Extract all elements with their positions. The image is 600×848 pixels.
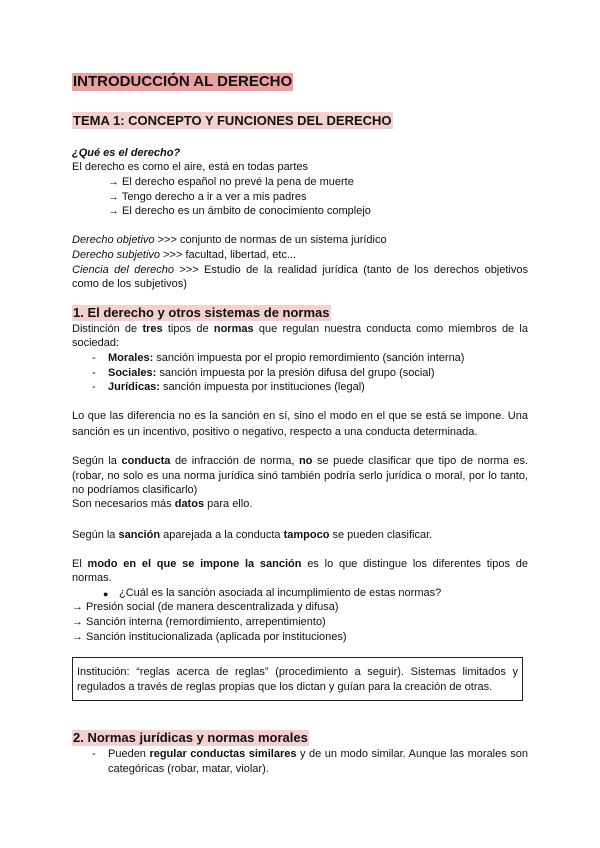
s1-arrow-3: → Sanción institucionalizada (aplicada por instituciones) <box>72 631 347 643</box>
s1-paragraph-5-cont: normas. <box>72 572 112 584</box>
dash-bullet: - <box>92 352 96 364</box>
text-run-bold: modo en el que se impone la sanción <box>87 558 302 570</box>
text-run-bold: regular conductas similares <box>149 748 297 760</box>
text-run: de infracción de norma, <box>170 455 299 467</box>
dash-bullet: - <box>92 748 96 760</box>
bullet-text: ¿Cuál es la sanción asociada al incumplimiento de estas normas? <box>119 587 442 599</box>
intro-question: ¿Qué es el derecho? <box>72 147 181 159</box>
intro-line: El derecho es como el aire, está en todas partes <box>72 161 309 173</box>
document-title: INTRODUCCIÓN AL DERECHO <box>73 73 293 90</box>
def-ciencia-cont: como de los subjetivos) <box>72 278 187 290</box>
s1-paragraph-3-line2: (robar, no solo es una norma jurídica sinó también podría serlo jurídica o moral, por lo tanto, <box>72 470 528 482</box>
text-run: aparejada a la conducta <box>160 529 284 541</box>
text-run: se puede clasificar que tipo de norma es. <box>312 455 528 467</box>
section-2-heading: 2. Normas jurídicas y normas morales <box>73 730 308 745</box>
dash-bullet: - <box>92 367 96 379</box>
bullet-text: sanción impuesta por el propio remordimiento (sanción interna) <box>153 352 465 364</box>
bullet-term: Morales: <box>108 352 154 364</box>
text-run: Según la <box>72 455 122 467</box>
bullet-term: Jurídicas: <box>108 381 160 393</box>
text-run-bold: normas <box>213 323 254 335</box>
tema-heading: TEMA 1: CONCEPTO Y FUNCIONES DEL DERECHO <box>73 113 392 128</box>
text-run-bold: datos <box>174 498 205 510</box>
def-subjetivo-text: >>> facultad, libertad, etc... <box>160 249 297 261</box>
text-run: Pueden <box>108 748 150 760</box>
text-run-bold: tampoco <box>283 529 330 541</box>
institucion-box <box>72 657 523 701</box>
def-subjetivo <box>72 248 296 263</box>
def-objetivo <box>72 233 387 248</box>
s1-paragraph-5 <box>72 557 528 572</box>
s1-paragraph-2: Lo que las diferencia no es la sanción en sí, sino el modo en el que se está se impone. Una <box>72 410 528 422</box>
s1-arrow-1: → Presión social (de manera descentralizada y difusa) <box>72 601 339 613</box>
text-run: tipos de <box>162 323 214 335</box>
def-ciencia <box>72 263 528 278</box>
text-run-bold: tres <box>142 323 163 335</box>
text-run: El <box>72 558 88 570</box>
text-run: es lo que distingue los diferentes tipos de <box>301 558 528 570</box>
s1-paragraph-4 <box>72 528 432 543</box>
def-objetivo-term: Derecho objetivo <box>72 234 155 246</box>
text-run: que regulan nuestra conducta como miembros de la <box>253 323 528 335</box>
text-run: se pueden clasificar. <box>329 529 433 541</box>
text-run-bold: no <box>298 455 313 467</box>
text-run-bold: conducta <box>121 455 171 467</box>
text-run: para ello. <box>204 498 253 510</box>
s1-paragraph-3-line3: no podríamos clasificarlo) <box>72 484 198 496</box>
def-ciencia-text: >>> Estudio de la realidad jurídica (tanto de los derechos objetivos <box>173 264 528 276</box>
intro-arrow-3: → El derecho es un ámbito de conocimiento complejo <box>108 205 371 217</box>
s1-paragraph-3 <box>72 454 528 469</box>
bullet-text: sanción impuesta por instituciones (legal) <box>159 381 365 393</box>
def-subjetivo-term: Derecho subjetivo <box>72 249 161 261</box>
def-ciencia-term: Ciencia del derecho <box>72 264 174 276</box>
s1-paragraph-1 <box>72 322 528 337</box>
intro-arrow-1: → El derecho español no prevé la pena de muerte <box>108 176 354 188</box>
text-run: Distinción de <box>72 323 143 335</box>
s1-paragraph-2-cont: sanción es un incentivo, positivo o negativo, respecto a una conducta determinada. <box>72 426 478 438</box>
text-run: y de un modo similar. Aunque las morales son <box>296 748 528 760</box>
section-1-heading: 1. El derecho y otros sistemas de normas <box>73 305 330 320</box>
bullet-text: sanción impuesta por la presión difusa del grupo (social) <box>156 367 435 379</box>
dot-bullet: ● <box>103 589 109 599</box>
box-line-2: regulados a través de reglas propias que los dictan y guían para la creación de otras. <box>77 681 493 693</box>
bullet-term: Sociales: <box>108 367 157 379</box>
intro-arrow-2: → Tengo derecho a ir a ver a mis padres <box>108 191 307 203</box>
s1-paragraph-3-line4 <box>72 497 252 512</box>
text-run: Son necesarios más <box>72 498 175 510</box>
s1-arrow-2: → Sanción interna (remordimiento, arrepentimiento) <box>72 616 326 628</box>
s1-paragraph-1-cont: sociedad: <box>72 337 120 349</box>
box-line-1: Institución: “reglas acerca de reglas” (procedimiento a seguir). Sistemas limitados y <box>77 666 518 678</box>
text-run-bold: sanción <box>118 529 161 541</box>
s2-bullet-1-cont: categóricas (robar, matar, violar). <box>108 763 269 775</box>
def-objetivo-text: >>> conjunto de normas de un sistema jurídico <box>154 234 387 246</box>
text-run: Según la <box>72 529 119 541</box>
dash-bullet: - <box>92 381 96 393</box>
